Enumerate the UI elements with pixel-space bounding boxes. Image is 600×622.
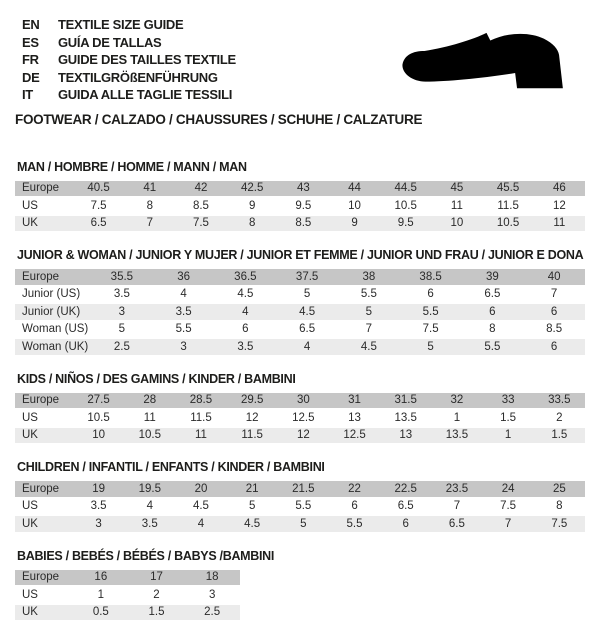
language-title: GUIDA ALLE TAGLIE TESSILI — [58, 86, 585, 104]
row-label: Europe — [15, 269, 91, 286]
size-cell: 5.5 — [153, 321, 215, 339]
language-code: IT — [22, 86, 58, 104]
language-code: ES — [22, 34, 58, 52]
size-cell: 11.5 — [483, 197, 534, 215]
row-label: Europe — [15, 181, 73, 198]
language-code: DE — [22, 69, 58, 87]
row-label: US — [15, 586, 73, 604]
size-cell: 11.5 — [175, 409, 226, 427]
row-label: UK — [15, 604, 73, 622]
size-cell: 10 — [73, 427, 124, 445]
size-cell: 1.5 — [483, 409, 534, 427]
size-cell: 7 — [523, 286, 585, 304]
size-cell: 5 — [227, 498, 278, 516]
size-cell: 13.5 — [380, 409, 431, 427]
size-cell: 1.5 — [129, 604, 185, 622]
size-cell: 18 — [184, 570, 240, 587]
size-cell: 6.5 — [276, 321, 338, 339]
row-label: Europe — [15, 393, 73, 410]
size-cell: 8.5 — [278, 215, 329, 233]
size-cell: 12.5 — [278, 409, 329, 427]
table-row — [15, 515, 585, 533]
table-row — [15, 321, 585, 339]
size-cell: 8 — [227, 215, 278, 233]
footwear-heading: FOOTWEAR / CALZADO / CHAUSSURES / SCHUHE / CALZATURE — [15, 112, 585, 127]
size-cell: 20 — [175, 481, 226, 498]
row-label: US — [15, 409, 73, 427]
size-cell: 22.5 — [380, 481, 431, 498]
size-cell: 4 — [215, 303, 277, 321]
size-cell: 9 — [227, 197, 278, 215]
language-title: GUIDE DES TAILLES TEXTILE — [58, 51, 585, 69]
size-cell: 2.5 — [91, 338, 153, 356]
size-cell: 27.5 — [73, 393, 124, 410]
size-cell: 8.5 — [523, 321, 585, 339]
size-cell: 4.5 — [227, 515, 278, 533]
size-cell: 7.5 — [400, 321, 462, 339]
size-cell: 45.5 — [483, 181, 534, 198]
shoe-icon — [379, 10, 594, 115]
size-cell: 7 — [338, 321, 400, 339]
row-label: US — [15, 498, 73, 516]
size-cell: 4 — [124, 498, 175, 516]
size-cell: 6 — [329, 498, 380, 516]
size-cell: 21.5 — [278, 481, 329, 498]
row-label: UK — [15, 427, 73, 445]
size-cell: 3 — [91, 303, 153, 321]
size-cell: 3.5 — [153, 303, 215, 321]
size-cell: 3.5 — [73, 498, 124, 516]
size-table-section — [15, 248, 585, 357]
table-row — [15, 427, 585, 445]
size-table — [15, 481, 585, 534]
size-cell: 7.5 — [175, 215, 226, 233]
size-cell: 9.5 — [380, 215, 431, 233]
size-cell: 38.5 — [400, 269, 462, 286]
size-cell: 8 — [124, 197, 175, 215]
size-cell: 1 — [431, 409, 482, 427]
size-cell: 8 — [462, 321, 524, 339]
table-row — [15, 303, 585, 321]
size-cell: 10 — [431, 215, 482, 233]
row-label: Europe — [15, 481, 73, 498]
language-code: EN — [22, 16, 58, 34]
size-cell: 4.5 — [175, 498, 226, 516]
size-cell: 28 — [124, 393, 175, 410]
size-cell: 28.5 — [175, 393, 226, 410]
size-cell: 6 — [523, 338, 585, 356]
size-cell: 11 — [534, 215, 585, 233]
size-cell: 10.5 — [124, 427, 175, 445]
size-cell: 3.5 — [91, 286, 153, 304]
size-cell: 5 — [91, 321, 153, 339]
size-cell: 5 — [278, 515, 329, 533]
table-row — [15, 604, 240, 622]
size-cell: 11 — [431, 197, 482, 215]
size-cell: 30 — [278, 393, 329, 410]
table-row — [15, 338, 585, 356]
size-cell: 6.5 — [431, 515, 482, 533]
size-cell: 7.5 — [483, 498, 534, 516]
size-cell: 7.5 — [73, 197, 124, 215]
size-tables — [15, 160, 585, 622]
table-row — [15, 269, 585, 286]
size-cell: 7 — [483, 515, 534, 533]
size-cell: 12.5 — [329, 427, 380, 445]
size-cell: 6.5 — [462, 286, 524, 304]
row-label: Junior (UK) — [15, 303, 91, 321]
size-cell: 5 — [276, 286, 338, 304]
size-cell: 11.5 — [227, 427, 278, 445]
size-table — [15, 181, 585, 234]
size-cell: 4 — [175, 515, 226, 533]
table-row — [15, 481, 585, 498]
size-cell: 0.5 — [73, 604, 129, 622]
size-cell: 10 — [329, 197, 380, 215]
size-cell: 10.5 — [483, 215, 534, 233]
size-cell: 5.5 — [462, 338, 524, 356]
size-cell: 29.5 — [227, 393, 278, 410]
size-cell: 41 — [124, 181, 175, 198]
size-cell: 5.5 — [278, 498, 329, 516]
size-cell: 32 — [431, 393, 482, 410]
size-cell: 35.5 — [91, 269, 153, 286]
size-cell: 12 — [278, 427, 329, 445]
size-table — [15, 393, 585, 446]
size-cell: 40.5 — [73, 181, 124, 198]
size-cell: 39 — [462, 269, 524, 286]
size-cell: 7 — [431, 498, 482, 516]
row-label: US — [15, 197, 73, 215]
language-title: TEXTILGRÖßENFÜHRUNG — [58, 69, 585, 87]
size-cell: 43 — [278, 181, 329, 198]
size-cell: 3 — [73, 515, 124, 533]
size-cell: 6 — [380, 515, 431, 533]
table-row — [15, 393, 585, 410]
size-cell: 42 — [175, 181, 226, 198]
size-cell: 7 — [124, 215, 175, 233]
table-row — [15, 498, 585, 516]
size-cell: 37.5 — [276, 269, 338, 286]
size-cell: 9.5 — [278, 197, 329, 215]
size-cell: 7.5 — [534, 515, 585, 533]
table-row — [15, 181, 585, 198]
table-title: BABIES / BEBÉS / BÉBÉS / BABYS /BAMBINI — [17, 549, 585, 563]
table-row — [15, 215, 585, 233]
size-cell: 44 — [329, 181, 380, 198]
size-cell: 4 — [153, 286, 215, 304]
size-cell: 5.5 — [400, 303, 462, 321]
language-code: FR — [22, 51, 58, 69]
size-cell: 8.5 — [175, 197, 226, 215]
size-cell: 13.5 — [431, 427, 482, 445]
size-cell: 4.5 — [215, 286, 277, 304]
row-label: UK — [15, 515, 73, 533]
row-label: UK — [15, 215, 73, 233]
size-cell: 31.5 — [380, 393, 431, 410]
size-cell: 38 — [338, 269, 400, 286]
size-cell: 8 — [534, 498, 585, 516]
language-title: TEXTILE SIZE GUIDE — [58, 16, 585, 34]
table-title: CHILDREN / INFANTIL / ENFANTS / KINDER / BAMBINI — [17, 460, 585, 474]
size-cell: 4 — [276, 338, 338, 356]
size-cell: 6 — [400, 286, 462, 304]
size-cell: 3.5 — [215, 338, 277, 356]
size-cell: 46 — [534, 181, 585, 198]
size-cell: 9 — [329, 215, 380, 233]
size-cell: 36 — [153, 269, 215, 286]
size-cell: 33 — [483, 393, 534, 410]
size-cell: 5.5 — [338, 286, 400, 304]
size-cell: 1.5 — [534, 427, 585, 445]
size-table-section — [15, 160, 585, 234]
size-cell: 25 — [534, 481, 585, 498]
size-cell: 33.5 — [534, 393, 585, 410]
size-cell: 23.5 — [431, 481, 482, 498]
size-cell: 17 — [129, 570, 185, 587]
size-cell: 36.5 — [215, 269, 277, 286]
table-row — [15, 197, 585, 215]
size-cell: 10.5 — [73, 409, 124, 427]
size-cell: 6.5 — [380, 498, 431, 516]
language-title: GUÍA DE TALLAS — [58, 34, 585, 52]
size-cell: 6 — [462, 303, 524, 321]
size-cell: 4.5 — [338, 338, 400, 356]
size-cell: 1 — [73, 586, 129, 604]
size-cell: 3.5 — [124, 515, 175, 533]
row-label: Europe — [15, 570, 73, 587]
size-table-section — [15, 549, 585, 622]
size-cell: 12 — [534, 197, 585, 215]
table-row — [15, 409, 585, 427]
row-label: Junior (US) — [15, 286, 91, 304]
size-cell: 1 — [483, 427, 534, 445]
size-cell: 21 — [227, 481, 278, 498]
size-cell: 5 — [338, 303, 400, 321]
size-cell: 13 — [380, 427, 431, 445]
size-cell: 16 — [73, 570, 129, 587]
size-cell: 6 — [215, 321, 277, 339]
size-cell: 22 — [329, 481, 380, 498]
size-table-section — [15, 372, 585, 446]
size-cell: 6.5 — [73, 215, 124, 233]
size-table-section — [15, 460, 585, 534]
size-cell: 2 — [129, 586, 185, 604]
size-cell: 2 — [534, 409, 585, 427]
size-cell: 11 — [175, 427, 226, 445]
size-cell: 12 — [227, 409, 278, 427]
table-title: MAN / HOMBRE / HOMME / MANN / MAN — [17, 160, 585, 174]
size-table — [15, 269, 585, 357]
table-row — [15, 286, 585, 304]
table-title: KIDS / NIÑOS / DES GAMINS / KINDER / BAMBINI — [17, 372, 585, 386]
row-label: Woman (US) — [15, 321, 91, 339]
table-title: JUNIOR & WOMAN / JUNIOR Y MUJER / JUNIOR ET FEMME / JUNIOR UND FRAU / JUNIOR E DONA — [17, 248, 585, 262]
size-cell: 19 — [73, 481, 124, 498]
table-row — [15, 586, 240, 604]
size-cell: 24 — [483, 481, 534, 498]
size-cell: 4.5 — [276, 303, 338, 321]
size-cell: 5.5 — [329, 515, 380, 533]
size-cell: 5 — [400, 338, 462, 356]
size-cell: 2.5 — [184, 604, 240, 622]
size-cell: 3 — [184, 586, 240, 604]
size-cell: 13 — [329, 409, 380, 427]
size-cell: 3 — [153, 338, 215, 356]
size-cell: 11 — [124, 409, 175, 427]
size-cell: 40 — [523, 269, 585, 286]
size-cell: 6 — [523, 303, 585, 321]
size-cell: 31 — [329, 393, 380, 410]
row-label: Woman (UK) — [15, 338, 91, 356]
table-row — [15, 570, 240, 587]
size-cell: 44.5 — [380, 181, 431, 198]
size-cell: 10.5 — [380, 197, 431, 215]
size-cell: 45 — [431, 181, 482, 198]
size-table — [15, 570, 240, 622]
size-cell: 42.5 — [227, 181, 278, 198]
size-cell: 19.5 — [124, 481, 175, 498]
